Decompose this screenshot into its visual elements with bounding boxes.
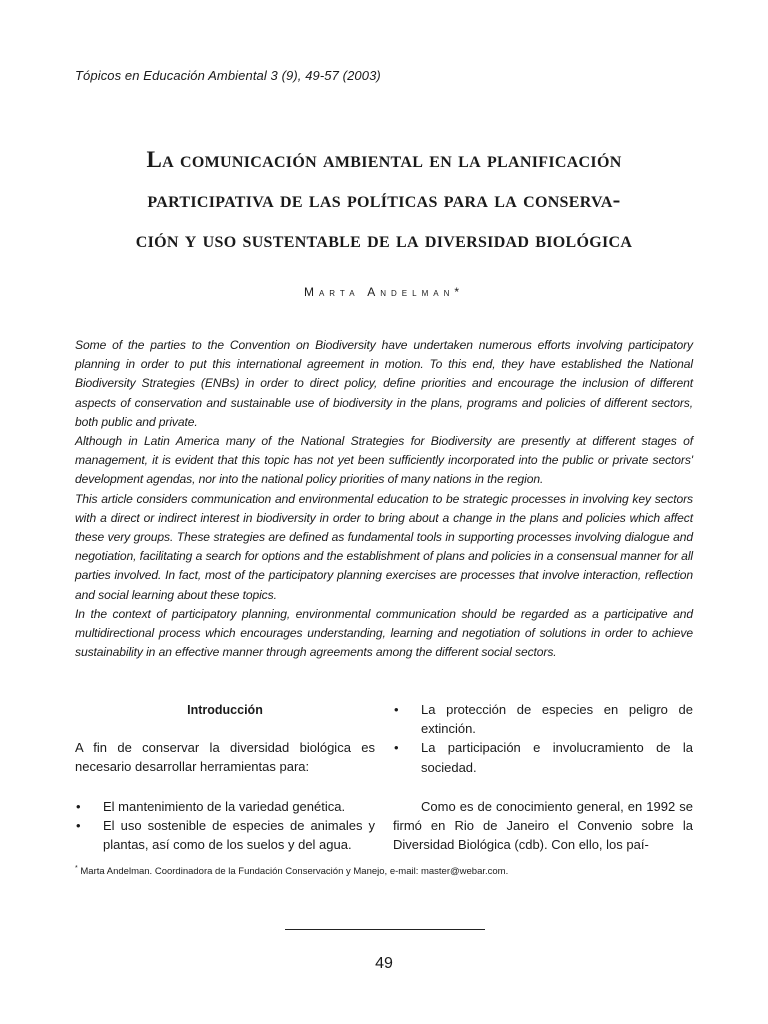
body-paragraph: A fin de conservar la diversidad biológica es necesario desarrollar herramientas para: [75, 740, 375, 775]
footnote-text: Marta Andelman. Coordinadora de la Fundación Conservación y Manejo, e-mail: master@webar.com. [80, 866, 509, 878]
abstract-paragraph: In the context of participatory planning, environmental communication should be regarded as a participative and multidirectional process which encourages understanding, learning and negotiation of solutions in order to achieve sustainability in an effective manner through agreements among the different social sectors. [75, 606, 693, 660]
list-item [75, 816, 375, 854]
bullet-list [75, 797, 375, 855]
list-item-text: La participación e involucramiento de la sociedad. [421, 740, 693, 775]
bullet-icon: • [394, 740, 399, 756]
list-item [75, 797, 375, 816]
footnote-marker: * [75, 865, 78, 872]
abstract-paragraph: Some of the parties to the Convention on Biodiversity have undertaken numerous efforts involving participatory planning in order to put this international agreement in motion. To this end, they have established the National Biodiversity Strategies (ENBs) in order to direct policy, define priorities and encourage the inclusion of different aspects of conservation and sustainable use of biodiversity in the plans, programs and policies of different sectors, both public and private. [75, 338, 693, 429]
section-heading: Introducción [187, 703, 263, 717]
divider [285, 929, 485, 930]
bullet-icon: • [76, 798, 81, 814]
bullet-icon: • [394, 702, 399, 717]
body-paragraph: Como es de conocimiento general, en 1992 se firmó en Rio de Janeiro el Convenio sobre la Diversidad Biológica (cdb). Con ello, los paí- [393, 798, 693, 853]
abstract-paragraph: This article considers communication and environmental education to be strategic processes in involving key sectors with a direct or indirect interest in biodiversity in order to bring about a change in the plans and policies which affect these very groups. These strategies are defined as fundamental tools in supporting processes involving dialogue and negotiation, facilitating a search for options and the establishment of plans and policies in a consensual manner for all parties involved. In fact, most of the participatory planning exercises are processes that involve interaction, reflection and social learning about these topics. [75, 491, 693, 602]
list-item [393, 738, 693, 776]
abstract [75, 336, 693, 662]
list-item-text: La protección de especies en peligro de extinción. [421, 702, 693, 737]
list-item-text: El mantenimiento de la variedad genética. [103, 798, 346, 814]
footnote [75, 865, 508, 877]
body-column-left [75, 700, 375, 854]
list-item-text: El uso sostenible de especies de animales y plantas, así como de los suelos y del agua. [103, 817, 375, 853]
body-column-right [393, 700, 693, 854]
journal-citation: Tópicos en Educación Ambiental 3 (9), 49-57 (2003) [75, 68, 381, 83]
title-line: La comunicación ambiental en la planificación [146, 147, 622, 172]
abstract-paragraph: Although in Latin America many of the National Strategies for Biodiversity are presently at different stages of management, it is evident that this topic has not yet been sufficiently incorporated into the public or private sectors' development agendas, nor into the national policy priorities of many nations in the region. [75, 434, 693, 487]
title-line: participativa de las políticas para la conserva- [147, 187, 621, 212]
title-line: ción y uso sustentable de la diversidad biológica [135, 227, 633, 252]
bullet-icon: • [76, 817, 81, 833]
article-title [70, 140, 698, 260]
list-item [393, 700, 693, 738]
page-number: 49 [375, 955, 393, 972]
author-name: Marta Andelman* [303, 285, 465, 299]
bullet-list [393, 700, 693, 777]
